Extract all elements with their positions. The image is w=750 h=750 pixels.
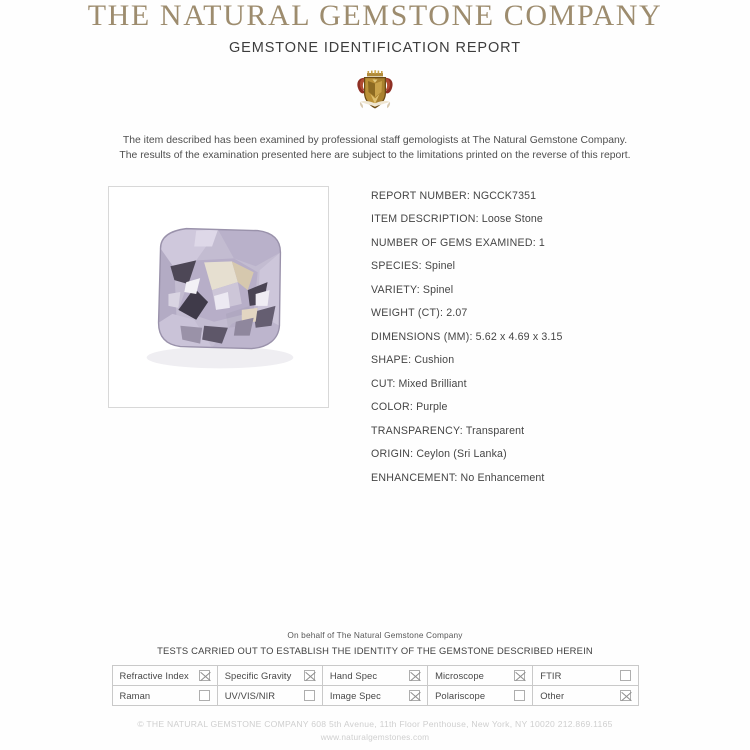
examination-statement-line-1: The item described has been examined by professional staff gemologists at The Natural Gemstone Company. — [122, 135, 628, 146]
detail-value: 2.07 — [446, 307, 468, 320]
footer-website[interactable]: www.naturalgemstones.com — [320, 732, 430, 742]
test-cell-polariscope[interactable] — [428, 686, 533, 706]
test-cell-image-spec[interactable] — [322, 686, 427, 706]
test-label: Specific Gravity — [224, 670, 292, 681]
test-cell-refractive-index[interactable] — [112, 666, 217, 686]
detail-label: ITEM DESCRIPTION: — [371, 213, 479, 226]
checkbox-image-spec[interactable] — [409, 690, 420, 701]
detail-row — [371, 402, 750, 426]
test-label: Microscope — [435, 670, 484, 681]
checkbox-refractive-index[interactable] — [199, 670, 210, 681]
heraldic-crest-icon — [354, 70, 396, 114]
detail-label: REPORT NUMBER: — [371, 189, 471, 202]
detail-value: 1 — [538, 236, 545, 249]
detail-value: Loose Stone — [481, 213, 543, 226]
detail-label: VARIETY: — [371, 283, 420, 296]
detail-row — [371, 285, 750, 309]
test-label: FTIR — [540, 670, 562, 681]
test-cell-uv-vis-nir[interactable] — [217, 686, 322, 706]
gemstone-photo-frame — [108, 186, 329, 408]
detail-row — [371, 308, 750, 332]
detail-label: NUMBER OF GEMS EXAMINED: — [371, 236, 536, 249]
tests-section — [0, 630, 750, 706]
detail-label: ENHANCEMENT: — [371, 471, 458, 484]
page-footer — [0, 719, 750, 742]
detail-label: CUT: — [371, 377, 396, 390]
detail-label: ORIGIN: — [371, 448, 414, 461]
detail-row — [371, 473, 750, 497]
crest-logo — [0, 69, 750, 115]
detail-label: COLOR: — [371, 401, 414, 414]
test-label: Polariscope — [435, 690, 486, 701]
detail-row — [371, 214, 750, 238]
test-cell-other[interactable] — [533, 686, 638, 706]
checkbox-uv-vis-nir[interactable] — [304, 690, 315, 701]
detail-value: Transparent — [465, 424, 525, 437]
company-title: THE NATURAL GEMSTONE COMPANY — [87, 0, 663, 32]
examination-statement-line-2: The results of the examination presented here are subject to the limitations printed on the reverse of this report. — [119, 150, 631, 162]
examination-statement — [0, 133, 750, 164]
table-row — [112, 686, 638, 706]
detail-row — [371, 238, 750, 262]
detail-value: Mixed Brilliant — [398, 377, 467, 390]
detail-row — [371, 355, 750, 379]
report-details-list — [371, 186, 750, 497]
detail-value: 5.62 x 4.69 x 3.15 — [475, 330, 563, 343]
detail-value: NGCCK7351 — [473, 189, 537, 202]
detail-row — [371, 379, 750, 403]
test-label: Refractive Index — [119, 670, 189, 681]
checkbox-other[interactable] — [620, 690, 631, 701]
on-behalf-text: On behalf of The Natural Gemstone Company — [287, 630, 463, 640]
footer-address: © THE NATURAL GEMSTONE COMPANY 608 5th Avenue, 11th Floor Penthouse, New York, NY 10020 212.869.1165 — [137, 719, 613, 729]
checkbox-ftir[interactable] — [620, 670, 631, 681]
checkbox-microscope[interactable] — [514, 670, 525, 681]
detail-label: SHAPE: — [371, 354, 412, 367]
detail-label: SPECIES: — [371, 260, 422, 273]
detail-row — [371, 332, 750, 356]
checkbox-hand-spec[interactable] — [409, 670, 420, 681]
test-cell-microscope[interactable] — [428, 666, 533, 686]
tests-heading: TESTS CARRIED OUT TO ESTABLISH THE IDENTITY OF THE GEMSTONE DESCRIBED HEREIN — [157, 645, 593, 656]
detail-value: Spinel — [424, 260, 456, 273]
test-cell-raman[interactable] — [112, 686, 217, 706]
detail-row — [371, 426, 750, 450]
test-cell-specific-gravity[interactable] — [217, 666, 322, 686]
test-label: UV/VIS/NIR — [224, 690, 276, 701]
detail-value: No Enhancement — [460, 471, 545, 484]
detail-row — [371, 261, 750, 285]
detail-row — [371, 191, 750, 215]
tests-table — [112, 665, 639, 706]
table-row — [112, 666, 638, 686]
test-cell-hand-spec[interactable] — [322, 666, 427, 686]
test-label: Image Spec — [329, 690, 381, 701]
detail-row — [371, 449, 750, 473]
test-label: Other — [540, 690, 565, 701]
test-cell-ftir[interactable] — [533, 666, 638, 686]
report-body — [0, 186, 750, 497]
detail-label: WEIGHT (CT): — [371, 307, 444, 320]
detail-value: Purple — [416, 401, 448, 414]
report-subtitle: GEMSTONE IDENTIFICATION REPORT — [228, 40, 522, 56]
detail-value: Ceylon (Sri Lanka) — [416, 448, 507, 461]
detail-value: Cushion — [414, 354, 455, 367]
gemstone-photo — [109, 187, 328, 407]
checkbox-polariscope[interactable] — [514, 690, 525, 701]
report-header — [0, 0, 750, 56]
detail-value: Spinel — [422, 283, 454, 296]
detail-label: DIMENSIONS (MM): — [371, 330, 473, 343]
checkbox-specific-gravity[interactable] — [304, 670, 315, 681]
detail-label: TRANSPARENCY: — [371, 424, 463, 437]
test-label: Raman — [119, 690, 151, 701]
checkbox-raman[interactable] — [199, 690, 210, 701]
test-label: Hand Spec — [329, 670, 378, 681]
